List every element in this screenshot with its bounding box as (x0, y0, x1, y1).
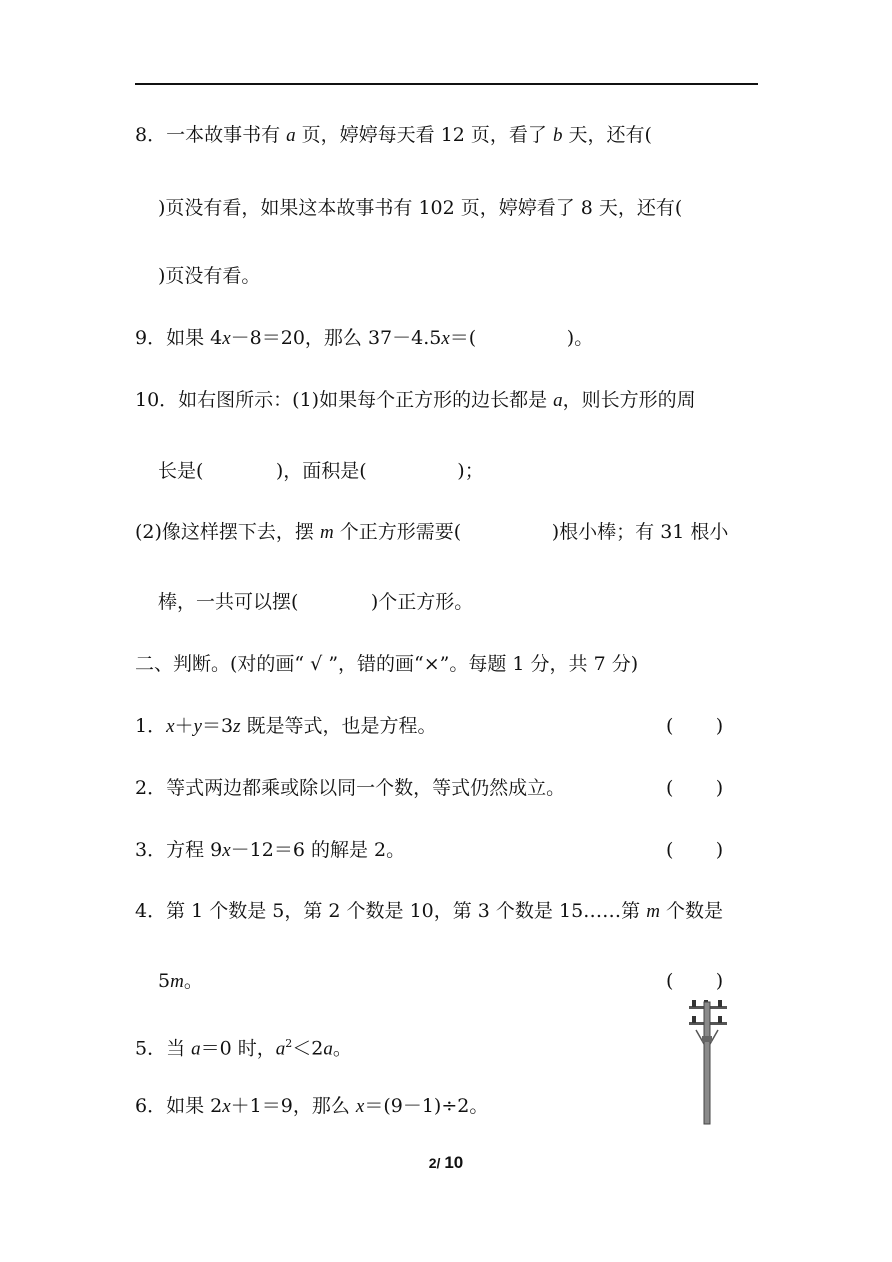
section2-title: 二、判断。(对的画“ √ ”，错的画“×”。每题 1 分，共 7 分) (135, 653, 639, 675)
judge-q6: 6．如果 2x＋1＝9，那么 x＝(9－1)÷2。 (135, 1095, 489, 1117)
q8-line-3: )页没有看。 (158, 265, 261, 287)
judge-q2: 2．等式两边都乘或除以同一个数，等式仍然成立。 (135, 777, 566, 799)
judge-q4-answer: ( ) (666, 970, 724, 992)
q8-line-1: 8．一本故事书有 a 页，婷婷每天看 12 页，看了 b 天，还有( (135, 124, 652, 146)
judge-q1: 1．x＋y＝3z 既是等式，也是方程。 (135, 715, 437, 737)
header-rule (135, 83, 758, 85)
utility-pole-icon (684, 1000, 734, 1126)
judge-q3-answer: ( ) (666, 839, 724, 861)
q10-line-4: 棒，一共可以摆( )个正方形。 (158, 591, 474, 613)
q10-line-2: 长是( )，面积是( )； (158, 460, 484, 482)
judge-q5: 5．当 a＝0 时，$a^2<2a$。 (135, 1037, 352, 1060)
judge-q1-answer: ( ) (666, 715, 724, 737)
page-footer: 2/ 10 (428, 1153, 464, 1172)
q9-line: 9．如果 4x－8＝20，那么 37－4.5x＝( )。 (135, 327, 594, 349)
judge-q4-line-2: 5m。 (158, 970, 203, 992)
judge-q4-line-1: 4．第 1 个数是 5，第 2 个数是 10，第 3 个数是 15……第 m 个数是 (135, 900, 723, 922)
judge-q2-answer: ( ) (666, 777, 724, 799)
q8-line-2: )页没有看，如果这本故事书有 102 页，婷婷看了 8 天，还有( (158, 197, 683, 219)
q10-line-1: 10．如右图所示：(1)如果每个正方形的边长都是 a，则长方形的周 (135, 389, 696, 411)
judge-q3: 3．方程 9x－12＝6 的解是 2。 (135, 839, 406, 861)
q10-line-3: (2)像这样摆下去，摆 m 个正方形需要( )根小棒；有 31 根小 (135, 521, 729, 543)
